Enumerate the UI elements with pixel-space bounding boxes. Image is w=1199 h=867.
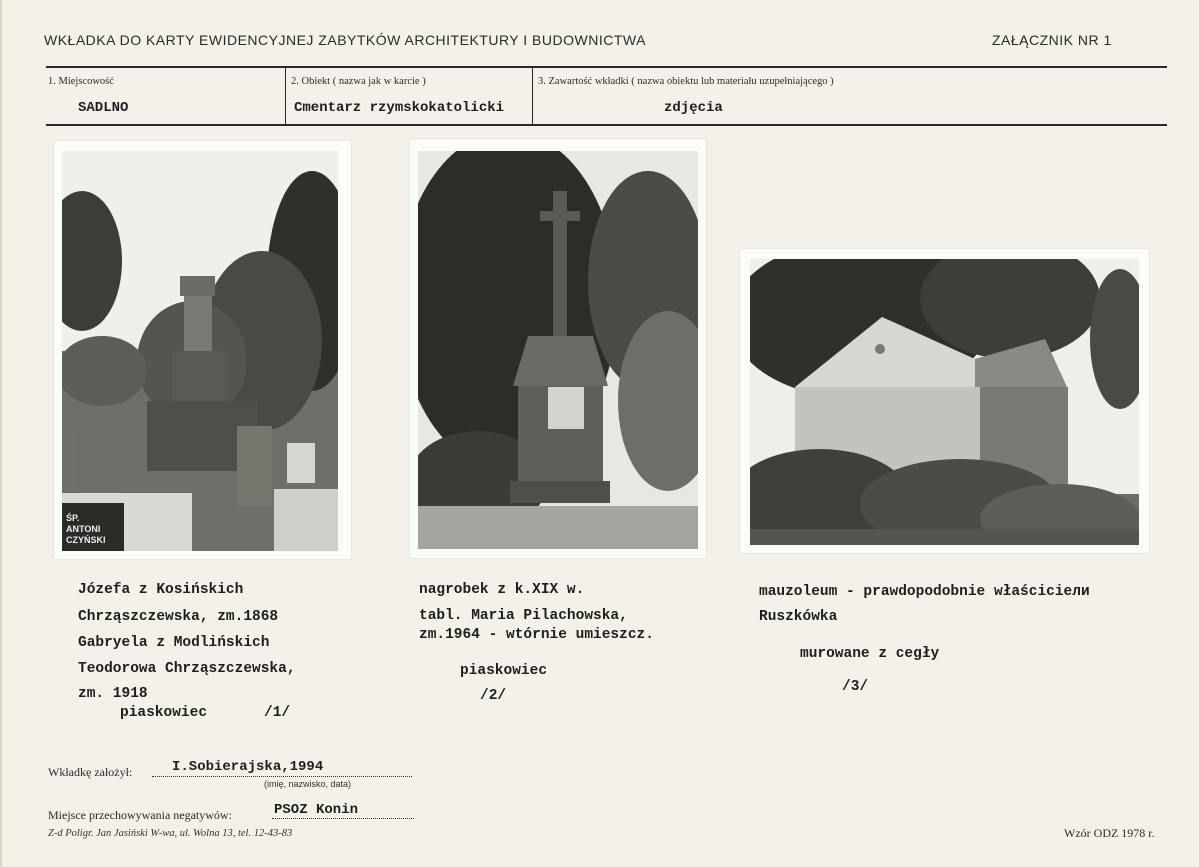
caption-2-line-3: zm.1964 - wtórnie umieszcz. <box>419 627 654 643</box>
plaque-line-3: CZYŃSKI <box>66 535 106 545</box>
content-label: 3. Zawartość wkładki ( nazwa obiektu lub materiału uzupełniającego ) <box>538 76 834 87</box>
caption-3-number: /3/ <box>842 679 869 695</box>
object-label: 2. Obiekt ( nazwa jak w karcie ) <box>291 76 426 87</box>
table-bottom-rule <box>46 124 1167 126</box>
negatives-value: PSOZ Konin <box>274 802 359 818</box>
caption-2-material: piaskowiec <box>460 663 548 679</box>
photo-1-gravestones <box>62 151 338 551</box>
printer-info: Z-d Poligr. Jan Jasiński W-wa, ul. Wolna 13, tel. 12-43-83 <box>48 828 293 839</box>
caption-1-line-2: Chrząszczewska, zm.1868 <box>78 609 279 625</box>
negatives-dotted-line <box>272 818 414 819</box>
caption-2-line-1: nagrobek z k.XIX w. <box>419 582 585 598</box>
caption-2-line-2: tabl. Maria Pilachowska, <box>419 608 628 624</box>
plaque-line-1: ŚP. <box>66 513 80 523</box>
photo-card-3 <box>740 249 1149 553</box>
photo-1-plaque <box>66 513 106 546</box>
negatives-label: Miejsce przechowywania negatywów: <box>48 808 232 822</box>
photo-3-mausoleum <box>750 259 1139 545</box>
annex-number: ZAŁĄCZNIK NR 1 <box>992 32 1112 48</box>
caption-1-line-5: zm. 1918 <box>78 686 148 702</box>
author-hint: (imię, nazwisko, data) <box>264 779 352 789</box>
caption-1-number: /1/ <box>264 705 291 721</box>
table-divider-1 <box>285 67 286 124</box>
object-value: Cmentarz rzymskokatolicki <box>294 100 505 116</box>
photo-card-2 <box>410 139 706 558</box>
photo-card-1 <box>54 141 351 559</box>
plaque-line-2: ANTONI <box>66 524 101 534</box>
caption-3-line-2: Ruszkówka <box>759 609 838 625</box>
caption-3-material: murowane z cegły <box>800 646 940 662</box>
author-value: I.Sobierajska,1994 <box>172 759 324 775</box>
caption-1-line-3: Gabryela z Modlińskich <box>78 635 270 651</box>
author-dotted-line <box>152 776 412 777</box>
caption-1-line-4: Teodorowa Chrząszczewska, <box>78 661 296 677</box>
form-title: WKŁADKA DO KARTY EWIDENCYJNEJ ZABYTKÓW ARCHITEKTURY I BUDOWNICTWA <box>44 32 646 48</box>
author-label: Wkładkę założył: <box>48 765 133 779</box>
table-divider-2 <box>532 67 533 124</box>
caption-1-material: piaskowiec <box>120 705 208 721</box>
place-value: SADLNO <box>78 100 129 116</box>
caption-2-number: /2/ <box>480 688 507 704</box>
place-label: 1. Miejscowość <box>48 76 114 87</box>
caption-1-line-1: Józefa z Kosińskich <box>78 582 244 598</box>
caption-3-line-1: mauzoleum - prawdopodobnie właściciели <box>759 584 1090 600</box>
form-version: Wzór ODZ 1978 r. <box>1064 826 1155 840</box>
table-top-rule <box>46 66 1167 68</box>
photo-2-tombstone <box>418 151 698 549</box>
content-value: zdjęcia <box>664 100 723 116</box>
